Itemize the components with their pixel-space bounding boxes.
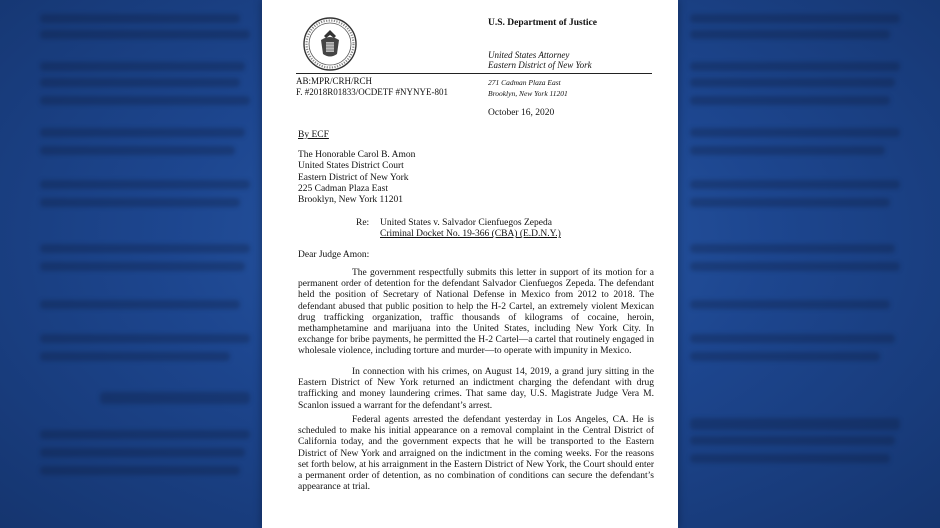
letter-date: October 16, 2020 bbox=[488, 108, 555, 118]
doj-seal-icon bbox=[302, 16, 358, 72]
letter-page bbox=[262, 0, 678, 528]
office-district: Eastern District of New York bbox=[488, 60, 592, 70]
recipient-line: 225 Cadman Plaza East bbox=[298, 183, 388, 194]
body-paragraph: The government respectfully submits this letter in support of its motion for a permanent order of detention for the defendant Salvador Cienfuegos Zepeda. The defendant held the position of Secretary of National Defense in Mexico from 2012 to 2018. The defendant abused that public position to help the H-2 Cartel, an extremely violent Mexican drug trafficking organization, traffic thousands of kilograms of cocaine, heroin, methamphetamine and marijuana into the United States, including New York City. In exchange for bribe payments, he permitted the H-2 Cartel—a cartel that routinely engaged in wholesale violence, including torture and murder—to operate with impunity in Mexico. bbox=[298, 268, 654, 357]
department-name: U.S. Department of Justice bbox=[488, 18, 597, 28]
body-paragraph: In connection with his crimes, on August 14, 2019, a grand jury sitting in the Eastern District of New York returned an indictment charging the defendant with drug trafficking and money laundering crimes. That same day, U.S. Magistrate Judge Vera M. Scanlon issued a warrant for the defendant’s arrest. bbox=[298, 367, 654, 411]
office-address-line1: 271 Cadman Plaza East bbox=[488, 78, 561, 87]
recipient-line: United States District Court bbox=[298, 161, 404, 172]
office-address-line2: Brooklyn, New York 11201 bbox=[488, 89, 568, 98]
recipient-block bbox=[298, 150, 415, 206]
office-title: United States Attorney bbox=[488, 50, 570, 60]
docket-number: Criminal Docket No. 19-366 (CBA) (E.D.N.Y.) bbox=[380, 229, 561, 240]
delivery-method: By ECF bbox=[298, 130, 329, 140]
recipient-line: Eastern District of New York bbox=[298, 172, 409, 183]
recipient-line: Brooklyn, New York 11201 bbox=[298, 195, 403, 206]
reference-initials: AB:MPR/CRH/RCH bbox=[296, 76, 373, 86]
recipient-line: The Honorable Carol B. Amon bbox=[298, 150, 416, 160]
re-block bbox=[380, 218, 561, 241]
salutation: Dear Judge Amon: bbox=[298, 250, 370, 260]
file-number: F. #2018R01833/OCDETF #NYNYE-801 bbox=[296, 87, 449, 97]
re-label: Re: bbox=[356, 218, 370, 228]
case-caption: United States v. Salvador Cienfuegos Zepeda bbox=[380, 218, 552, 228]
body-paragraph: Federal agents arrested the defendant yesterday in Los Angeles, CA. He is scheduled to make his initial appearance on a removal complaint in the Central District of California today, and the government expects that he will be transported to the Eastern District of New York and arraigned on the indictment in the coming weeks. For the reasons set forth below, at his arraignment in the Eastern District of New York, the Court should enter a permanent order of detention, as no combination of conditions can secure the defendant’s appearance at trial. bbox=[298, 415, 654, 493]
letterhead-divider bbox=[296, 73, 652, 74]
